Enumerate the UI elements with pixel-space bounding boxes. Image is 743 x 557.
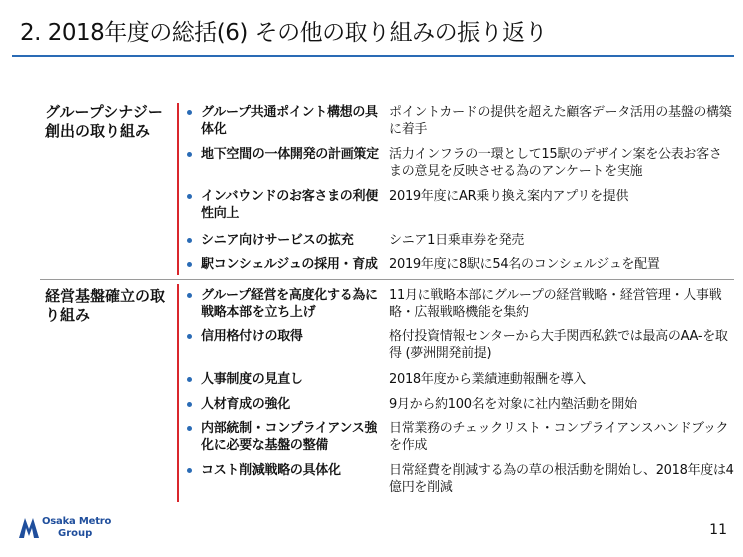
page-title: 2. 2018年度の総括(6) その他の取り組みの振り返り <box>20 20 548 46</box>
item-description: 日常経費を削減する為の草の根活動を開始し、2018年度は4億円を削減 <box>389 463 734 495</box>
item-description: ポイントカードの提供を超えた顧客データ活用の基盤の構築に着手 <box>389 105 732 137</box>
item-description: シニア1日乗車券を発売 <box>389 233 524 248</box>
item-heading: 人材育成の強化 <box>201 397 290 412</box>
osaka-metro-logo <box>18 514 128 544</box>
section-separator <box>40 279 734 280</box>
logo-text-line1: Osaka Metro <box>42 516 112 527</box>
bullet-icon <box>187 402 192 407</box>
item-heading: 地下空間の一体開発の計画策定 <box>201 147 379 162</box>
item-heading: 人事制度の見直し <box>201 372 303 387</box>
item-description: 11月に戦略本部にグループの経営戦略・経営管理・人事戦略・広報戦略機能を集約 <box>389 288 722 320</box>
item-description: 活力インフラの一環として15駅のデザイン案を公表お客さまの意見を反映させる為のアンケートを実施 <box>389 147 722 179</box>
title-underline <box>12 55 734 57</box>
osaka-metro-m-icon <box>18 517 40 539</box>
item-description: 2019年度にAR乗り換え案内アプリを提供 <box>389 189 629 204</box>
bullet-icon <box>187 334 192 339</box>
item-heading: グループ共通ポイント構想の具体化 <box>201 105 378 137</box>
bullet-icon <box>187 152 192 157</box>
bullet-icon <box>187 110 192 115</box>
page-number: 11 <box>709 522 727 538</box>
item-heading: シニア向けサービスの拡充 <box>201 233 354 248</box>
bullet-icon <box>187 426 192 431</box>
bullet-icon <box>187 262 192 267</box>
bullet-icon <box>187 377 192 382</box>
bullet-icon <box>187 293 192 298</box>
item-heading: グループ経営を高度化する為に戦略本部を立ち上げ <box>201 288 378 320</box>
item-description: 格付投資情報センターから大手関西私鉄では最高のAA-を取得 (夢洲開発前提) <box>389 329 728 361</box>
section-divider-line-management <box>177 284 179 502</box>
section-divider-line-synergy <box>177 103 179 275</box>
item-heading: 駅コンシェルジュの採用・育成 <box>201 257 378 272</box>
section-title-management: 経営基盤確立の取り組み <box>45 287 166 324</box>
bullet-icon <box>187 194 192 199</box>
bullet-icon <box>187 468 192 473</box>
logo-text-line2: Group <box>58 528 93 539</box>
section-title-synergy: グループシナジー創出の取り組み <box>45 103 163 140</box>
item-description: 2018年度から業績連動報酬を導入 <box>389 372 586 387</box>
item-description: 9月から約100名を対象に社内塾活動を開始 <box>389 397 637 412</box>
item-heading: インバウンドのお客さまの利便性向上 <box>201 189 378 221</box>
bullet-icon <box>187 238 192 243</box>
item-description: 日常業務のチェックリスト・コンプライアンスハンドブックを作成 <box>389 421 729 453</box>
item-description: 2019年度に8駅に54名のコンシェルジュを配置 <box>389 257 660 272</box>
item-heading: コスト削減戦略の具体化 <box>201 463 341 478</box>
item-heading: 信用格付けの取得 <box>201 329 303 344</box>
item-heading: 内部統制・コンプライアンス強化に必要な基盤の整備 <box>201 421 378 453</box>
